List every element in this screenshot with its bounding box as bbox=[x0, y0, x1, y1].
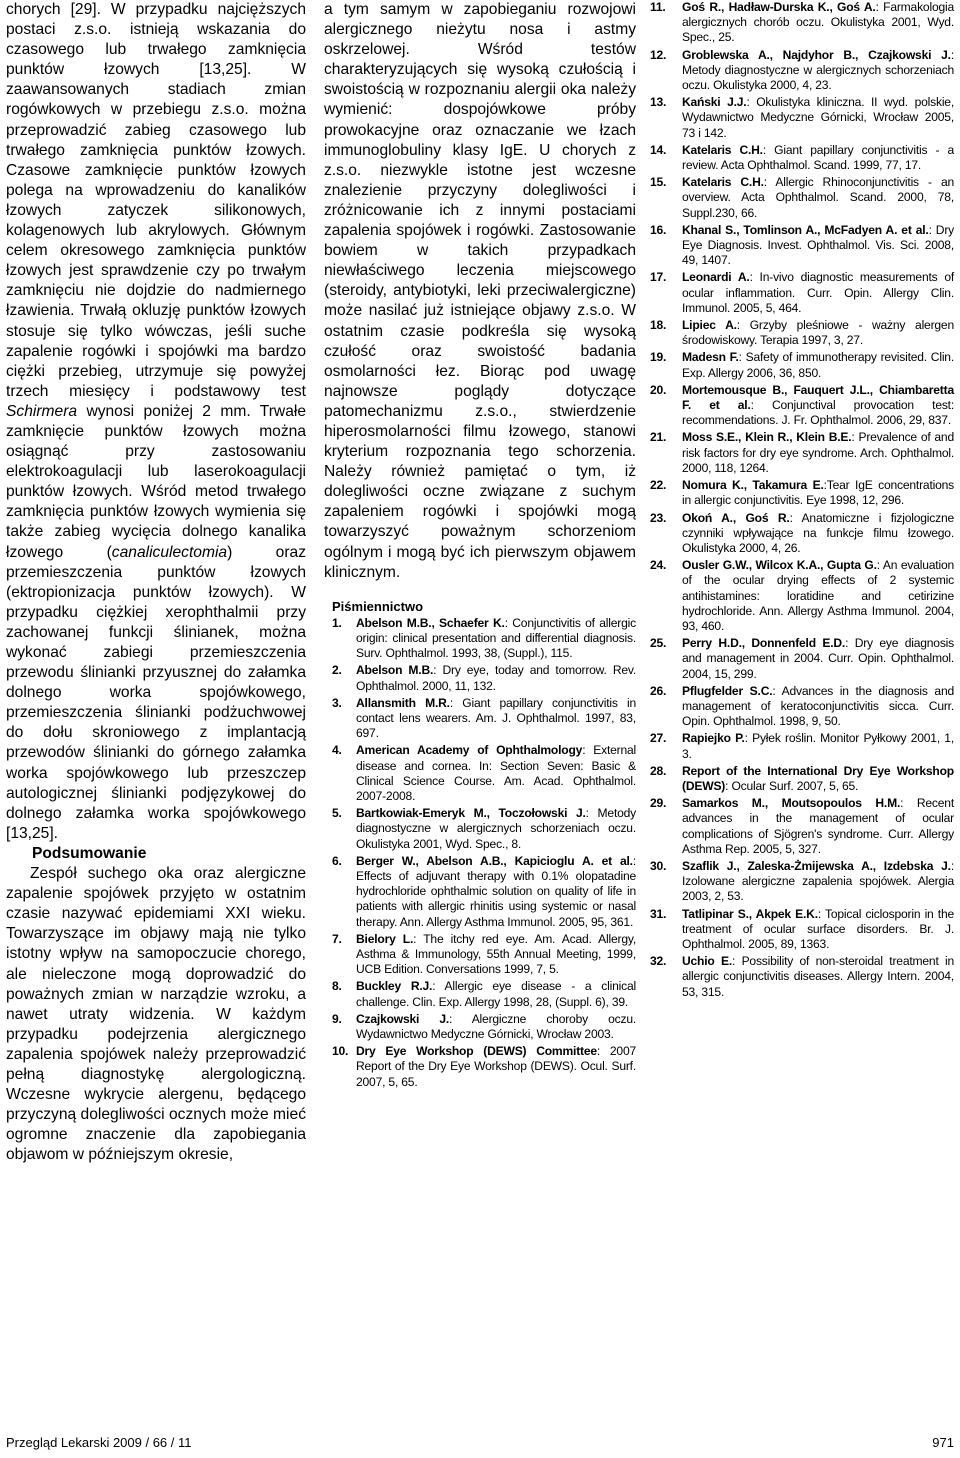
reference-item bbox=[332, 1044, 636, 1090]
reference-number: 12. bbox=[650, 47, 667, 62]
reference-authors: Samarkos M., Moutsopoulos H.M. bbox=[682, 796, 901, 811]
reference-item bbox=[650, 907, 954, 953]
reference-number: 18. bbox=[650, 318, 667, 333]
section-heading-summary: Podsumowanie bbox=[32, 844, 147, 862]
reference-text: : Pyłek roślin. Monitor Pyłkowy 2001, 1, 3. bbox=[682, 731, 954, 761]
reference-authors: Abelson M.B. bbox=[356, 663, 434, 678]
reference-text: : In-vivo diagnostic measurements of ocular inflammation. Curr. Opin. Allergy Clin. Immunol. 2005, 5, 464. bbox=[682, 270, 955, 315]
paragraph-treatment bbox=[6, 0, 306, 844]
reference-text: : Okulistyka kliniczna. II wyd. polskie, Wydawnictwo Medyczne Górnicki, Wrocław 2005, 73 i 142. bbox=[682, 95, 954, 140]
reference-item bbox=[650, 636, 954, 682]
reference-item bbox=[332, 806, 636, 852]
reference-authors: American Academy of Ophthalmology bbox=[356, 743, 583, 758]
reference-item bbox=[650, 175, 954, 221]
paragraph-diagnosis: a tym samym w zapobieganiu rozwojowi alergicznego nieżytu nosa i astmy oskrzelowej. Wśród testów charakteryzujących się wysoką czułością i swoistością w rozpoznaniu alergii oka należy wymienić: dospojówkowe próby prowokacyjne oraz oznaczanie we łzach immunoglobuliny klasy IgE. U chorych z z.s.o. niezwykle istotne jest wczesne znalezienie przyczyny dolegliwości i zróżnicowanie ich z innymi postaciami zapalenia spojówek i rogówki. Zastosowanie bowiem w takich przypadkach niewłaściwego leczenia miejscowego (steroidy, antybiotyki, leki przeciwalergiczne) może nasilać już istniejące objawy z.s.o. W ostatnim czasie podkreśla się wysoką czułość oraz swoistość badania osmolarności łez. Biorąc pod uwagę najnowsze poglądy dotyczące patomechanizmu z.s.o., stwierdzenie hiperosmolarności filmu łzowego, stanowi kryterium rozpoznania tego schorzenia. Należy również pamiętać o tym, iż dolegliwości oczne związane z suchym zapaleniem rogówki i spojówki mogą towarzyszyć poważnym schorzeniom ogólnym i mogą być ich pierwszym objawem klinicznym. bbox=[324, 1, 636, 581]
reference-text: : Grzyby pleśniowe - ważny alergen środowiskowy. Terapia 1997, 3, 27. bbox=[682, 318, 954, 348]
reference-text: : Allergic Rhinoconjunctivitis - an overview. Acta Ophthalmol. Scand. 2000, 78, Suppl.230, 66. bbox=[682, 175, 954, 220]
reference-item bbox=[650, 430, 954, 476]
reference-text: : Metody diagnostyczne w alergicznych schorzeniach oczu. Okulistyka 2000, 4, 23. bbox=[682, 47, 954, 93]
reference-item bbox=[650, 684, 954, 730]
reference-text: : Topical ciclosporin in the treatment of ocular surface disorders. Br. J. Ophthalmol. 2005, 89, 1363. bbox=[682, 906, 954, 951]
references-heading: Piśmiennictwo bbox=[332, 598, 424, 614]
reference-authors: Abelson M.B., Schaefer K. bbox=[356, 615, 505, 630]
reference-text: : Farmakologia alergicznych chorób oczu. Okulistyka 2001, Wyd. Spec., 25. bbox=[682, 0, 955, 45]
reference-text: : Safety of immunotherapy revisited. Clin. Exp. Allergy 2006, 36, 850. bbox=[682, 350, 954, 380]
reference-authors: Mortemousque B., Fauquert J.L., Chiambaretta F. et al. bbox=[682, 382, 954, 413]
paragraph-text: chorych [29]. W przypadku najcięższych postaci z.s.o. istnieją wskazania do czasowego lub trwałego zamknięcia punktów łzowych [13,25]. W zaawansowanych stadiach zmian rogówkowych w przebiegu z.s.o. można przeprowadzić zabieg czasowego lub trwałego zamknięcia punktów łzowych. Czasowe zamknięcie punktów łzowych polega na wprowadzeniu do kanalików łzowych zatyczek silikonowych, kolagenowych lub akrylowych. Głównym celem okresowego zamknięcia punktów łzowych jest sprawdzenie czy po trwałym zamknięciu nie dojdzie do nadmiernego łzawienia. Trwałą okluzję punktów łzowych stosuje się tylko wówczas, jeśli suche zapalenie rogówki i spojówki ma bardzo ciężki przebieg, utrzymuje się powyżej trzech miesięcy i podstawowy test bbox=[6, 1, 306, 400]
reference-item bbox=[650, 95, 954, 141]
reference-number: 13. bbox=[650, 95, 667, 110]
reference-item bbox=[332, 1012, 636, 1042]
reference-text: : Possibility of non-steroidal treatment in allergic conjunctivitis diseases. Allergy Intern. 2004, 53, 315. bbox=[682, 954, 955, 999]
reference-text: : Metody diagnostyczne w alergicznych schorzeniach oczu. Okulistyka 2001, Wyd. Spec., 8. bbox=[356, 806, 636, 851]
reference-authors: Allansmith M.R. bbox=[356, 695, 450, 710]
reference-number: 30. bbox=[650, 858, 667, 873]
reference-item bbox=[650, 954, 954, 1000]
reference-text: : An evaluation of the ocular drying effects of 2 systemic antihistamines: loratidine and cetirizine hydrochloride. Ann. Allergy Asthma Immunol. 2004, 93, 460. bbox=[682, 558, 954, 633]
reference-number: 14. bbox=[650, 142, 667, 157]
reference-authors: Madesn F. bbox=[682, 350, 739, 365]
reference-item bbox=[332, 854, 636, 930]
reference-number: 24. bbox=[650, 558, 667, 573]
reference-number: 5. bbox=[332, 806, 342, 821]
reference-authors: Moss S.E., Klein R., Klein B.E. bbox=[682, 430, 852, 445]
reference-item bbox=[650, 383, 954, 429]
journal-footer: Przegląd Lekarski 2009 / 66 / 11 bbox=[6, 1435, 192, 1450]
reference-text: : Giant papillary conjunctivitis - a review. Acta Ophthalmol. Scand. 1999, 77, 17. bbox=[682, 142, 955, 173]
reference-number: 26. bbox=[650, 683, 667, 698]
reference-number: 27. bbox=[650, 731, 667, 746]
reference-authors: Szaflik J., Zaleska-Żmijewska A., Izdebska J. bbox=[682, 858, 951, 873]
reference-item bbox=[650, 764, 954, 794]
reference-text: : Anatomiczne i fizjologiczne czynniki wpływające na funkcje filmu łzowego. Okulistyka 2000, 4, 26. bbox=[682, 510, 954, 555]
page-number: 971 bbox=[932, 1435, 954, 1450]
reference-authors: Khanal S., Tomlinson A., McFadyen A. et al. bbox=[682, 222, 929, 237]
paragraph-text: wynosi poniżej 2 mm. Trwałe zamknięcie punktów łzowych można osiągnąć przy zastosowaniu elektrokoagulacji lub laserokoagulacji punktów łzowych. Wśród metod trwałego zamknięcia punktów łzowych wymienia się także zabieg wycięcia dolnego kanalika łzowego ( bbox=[6, 402, 306, 561]
reference-item bbox=[650, 859, 954, 905]
reference-list bbox=[324, 616, 636, 1090]
reference-number: 25. bbox=[650, 636, 667, 651]
reference-number: 9. bbox=[332, 1011, 342, 1026]
reference-authors: Pflugfelder S.C. bbox=[682, 683, 773, 698]
reference-item bbox=[650, 270, 954, 316]
reference-number: 21. bbox=[650, 430, 667, 445]
reference-number: 4. bbox=[332, 743, 342, 758]
reference-number: 17. bbox=[650, 270, 667, 285]
reference-number: 1. bbox=[332, 615, 342, 630]
reference-text: : Prevalence of and risk factors for dry eye syndrome. Arch. Ophthalmol. 2000, 118, 1264. bbox=[682, 430, 954, 475]
reference-number: 7. bbox=[332, 931, 342, 946]
reference-item bbox=[650, 318, 954, 348]
reference-authors: Kański J.J. bbox=[682, 95, 747, 110]
reference-number: 2. bbox=[332, 663, 342, 678]
reference-authors: Bielory L. bbox=[356, 931, 414, 946]
reference-number: 22. bbox=[650, 478, 667, 493]
column-middle bbox=[324, 0, 636, 1092]
italic-term: canaliculectomia bbox=[111, 543, 228, 561]
reference-item bbox=[332, 932, 636, 978]
reference-text: : Effects of adjuvant therapy with 0.1% olopatadine hydrochloride ophthalmic solution on quality of life in patients with allergic rhinitis using systemic or nasal therapy. Ann. Allergy Asthma Immunol. 2005, 95, 361. bbox=[356, 853, 636, 929]
reference-text: : Dry eye diagnosis and management in 2004. Curr. Opin. Ophthalmol. 2004, 15, 299. bbox=[682, 636, 954, 681]
reference-text: : Dry Eye Diagnosis. Invest. Ophthalmol. Vis. Sci. 2008, 49, 1407. bbox=[682, 222, 954, 268]
reference-item bbox=[650, 511, 954, 557]
reference-authors: Goś R., Hadław-Durska K., Goś A. bbox=[682, 0, 876, 14]
reference-number: 29. bbox=[650, 796, 667, 811]
reference-item bbox=[332, 979, 636, 1009]
reference-item bbox=[332, 696, 636, 742]
reference-text: : Giant papillary conjunctivitis in contact lens wearers. Am. J. Ophthalmol. 1997, 83, 697. bbox=[356, 695, 636, 741]
reference-item bbox=[650, 478, 954, 508]
reference-authors: Bartkowiak-Emeryk M., Toczołowski J. bbox=[356, 806, 586, 821]
reference-authors: Leonardi A. bbox=[682, 270, 750, 285]
reference-text: : Ocular Surf. 2007, 5, 65. bbox=[725, 778, 859, 793]
reference-item bbox=[650, 223, 954, 269]
reference-authors: Uchio E. bbox=[682, 954, 733, 969]
reference-text: : The itchy red eye. Am. Acad. Allergy, Asthma & Immunology, 55th Annual Meeting, 1999, UCB Edition. Conversations 1999, 7, 5. bbox=[356, 931, 636, 977]
reference-text: : Conjunctivitis of allergic origin: clinical presentation and differential diagnosis. Surv. Ophthalmol. 1993, 38, (Suppl.), 115. bbox=[356, 615, 636, 661]
reference-authors: Rapiejko P. bbox=[682, 731, 745, 746]
reference-authors: Groblewska A., Najdyhor B., Czajkowski J. bbox=[682, 47, 951, 62]
reference-authors: Report of the International Dry Eye Workshop (DEWS) bbox=[682, 763, 954, 793]
reference-authors: Perry H.D., Donnenfeld E.D. bbox=[682, 636, 846, 651]
reference-text: :Tear IgE concentrations in allergic conjunctivitis. Eye 1998, 12, 296. bbox=[682, 478, 954, 508]
reference-number: 6. bbox=[332, 853, 342, 868]
reference-number: 3. bbox=[332, 695, 342, 710]
reference-number: 19. bbox=[650, 350, 667, 365]
reference-text: : External disease and cornea. In: Section Seven: Basic & Clinical Science Course. Am. Acad. Ophthalmol. 2007-2008. bbox=[356, 743, 636, 803]
reference-item bbox=[332, 743, 636, 804]
reference-item bbox=[650, 0, 954, 46]
reference-item bbox=[650, 48, 954, 94]
reference-number: 8. bbox=[332, 979, 342, 994]
reference-authors: Katelaris C.H. bbox=[682, 175, 764, 190]
paragraph-summary: Zespół suchego oka oraz alergiczne zapalenie spojówek przyjęto w ostatnim czasie nazywać epidemiami XXI wieku. Towarzyszące im objawy mają nie tylko istotny wpływ na samopoczucie chorego, ale nieleczone mogą doprowadzić do poważnych zmian w narządzie wzroku, a nawet utraty widzenia. W każdym przypadku podejrzenia alergicznego zapalenia spojówek należy przeprowadzić pełną diagnostykę alergologiczną. Wczesne wykrycie alergenu, będącego przyczyną dolegliwości ocznych może mieć ogromne znaczenie dla zapobiegania objawom w późniejszym okresie, bbox=[6, 865, 306, 1164]
reference-text: : Alergiczne choroby oczu. Wydawnictwo Medyczne Górnicki, Wrocław 2003. bbox=[356, 1011, 637, 1041]
reference-authors: Okoń A., Goś R. bbox=[682, 510, 790, 525]
reference-text: : Dry eye, today and tomorrow. Rev. Ophthalmol. 2000, 11, 132. bbox=[356, 663, 636, 693]
reference-number: 16. bbox=[650, 222, 667, 237]
reference-text: : Conjunctival provocation test: recommendations. J. Fr. Ophthalmol. 2006, 29, 837. bbox=[682, 398, 955, 428]
reference-authors: Lipiec A. bbox=[682, 318, 737, 333]
reference-authors: Ousler G.W., Wilcox K.A., Gupta G. bbox=[682, 558, 877, 573]
column-left bbox=[6, 0, 306, 1165]
reference-number: 20. bbox=[650, 382, 667, 397]
reference-item bbox=[650, 350, 954, 380]
reference-authors: Czajkowski J. bbox=[356, 1011, 450, 1026]
column-right bbox=[650, 0, 954, 1002]
reference-number: 23. bbox=[650, 510, 667, 525]
reference-number: 15. bbox=[650, 175, 667, 190]
reference-number: 32. bbox=[650, 954, 667, 969]
reference-list bbox=[650, 0, 954, 1000]
reference-item bbox=[650, 558, 954, 634]
reference-number: 31. bbox=[650, 906, 667, 921]
reference-number: 11. bbox=[650, 0, 666, 14]
reference-number: 28. bbox=[650, 763, 667, 778]
reference-text: : Recent advances in the management of ocular complications of Sjögren's syndrome. Curr. Allergy Asthma Rep. 2005, 5, 327. bbox=[682, 796, 954, 856]
reference-item bbox=[650, 796, 954, 857]
reference-authors: Buckley R.J. bbox=[356, 979, 433, 994]
reference-text: : Izolowane alergiczne zapalenia spojówek. Alergia 2003, 2, 53. bbox=[682, 858, 954, 904]
reference-authors: Dry Eye Workshop (DEWS) Committee bbox=[356, 1044, 597, 1059]
reference-item bbox=[332, 616, 636, 662]
reference-authors: Nomura K., Takamura E. bbox=[682, 478, 824, 493]
reference-item bbox=[650, 731, 954, 761]
paragraph-text: ) oraz przemieszczenia punktów łzowych (ektropionizacja punktów łzowych). W przypadku ciężkiej xerophthalmii przy zachowanej funkcji ślinianek, można wykonać zabiegi przemieszczenia przewodu ślinianki przyusznej do załamka dolnego worka spojówkowego, przemieszczenia ślinianki podżuchwowej do dołu skroniowego z implantacją przewodów ślinianki do górnego załamka worka spojówkowego lub przeszczep autologicznej ślinianki podjęzykowej do dolnego załamka worka spojówkowego [13,25]. bbox=[6, 543, 306, 842]
reference-number: 10. bbox=[332, 1044, 349, 1059]
reference-text: : Allergic eye disease - a clinical challenge. Clin. Exp. Allergy 1998, 28, (Suppl. 6), 39. bbox=[356, 979, 636, 1009]
reference-authors: Berger W., Abelson A.B., Kapicioglu A. et al. bbox=[356, 853, 633, 868]
reference-authors: Katelaris C.H. bbox=[682, 142, 763, 157]
reference-text: : Advances in the diagnosis and management of keratoconjunctivitis sicca. Curr. Opin. Ophthalmol. 1998, 9, 50. bbox=[682, 683, 955, 729]
italic-term: Schirmera bbox=[6, 402, 78, 420]
reference-item bbox=[650, 143, 954, 173]
reference-authors: Tatlipinar S., Akpek E.K. bbox=[682, 906, 818, 921]
reference-text: : 2007 Report of the Dry Eye Workshop (DEWS). Ocul. Surf. 2007, 5, 65. bbox=[356, 1044, 636, 1089]
reference-item bbox=[332, 663, 636, 693]
